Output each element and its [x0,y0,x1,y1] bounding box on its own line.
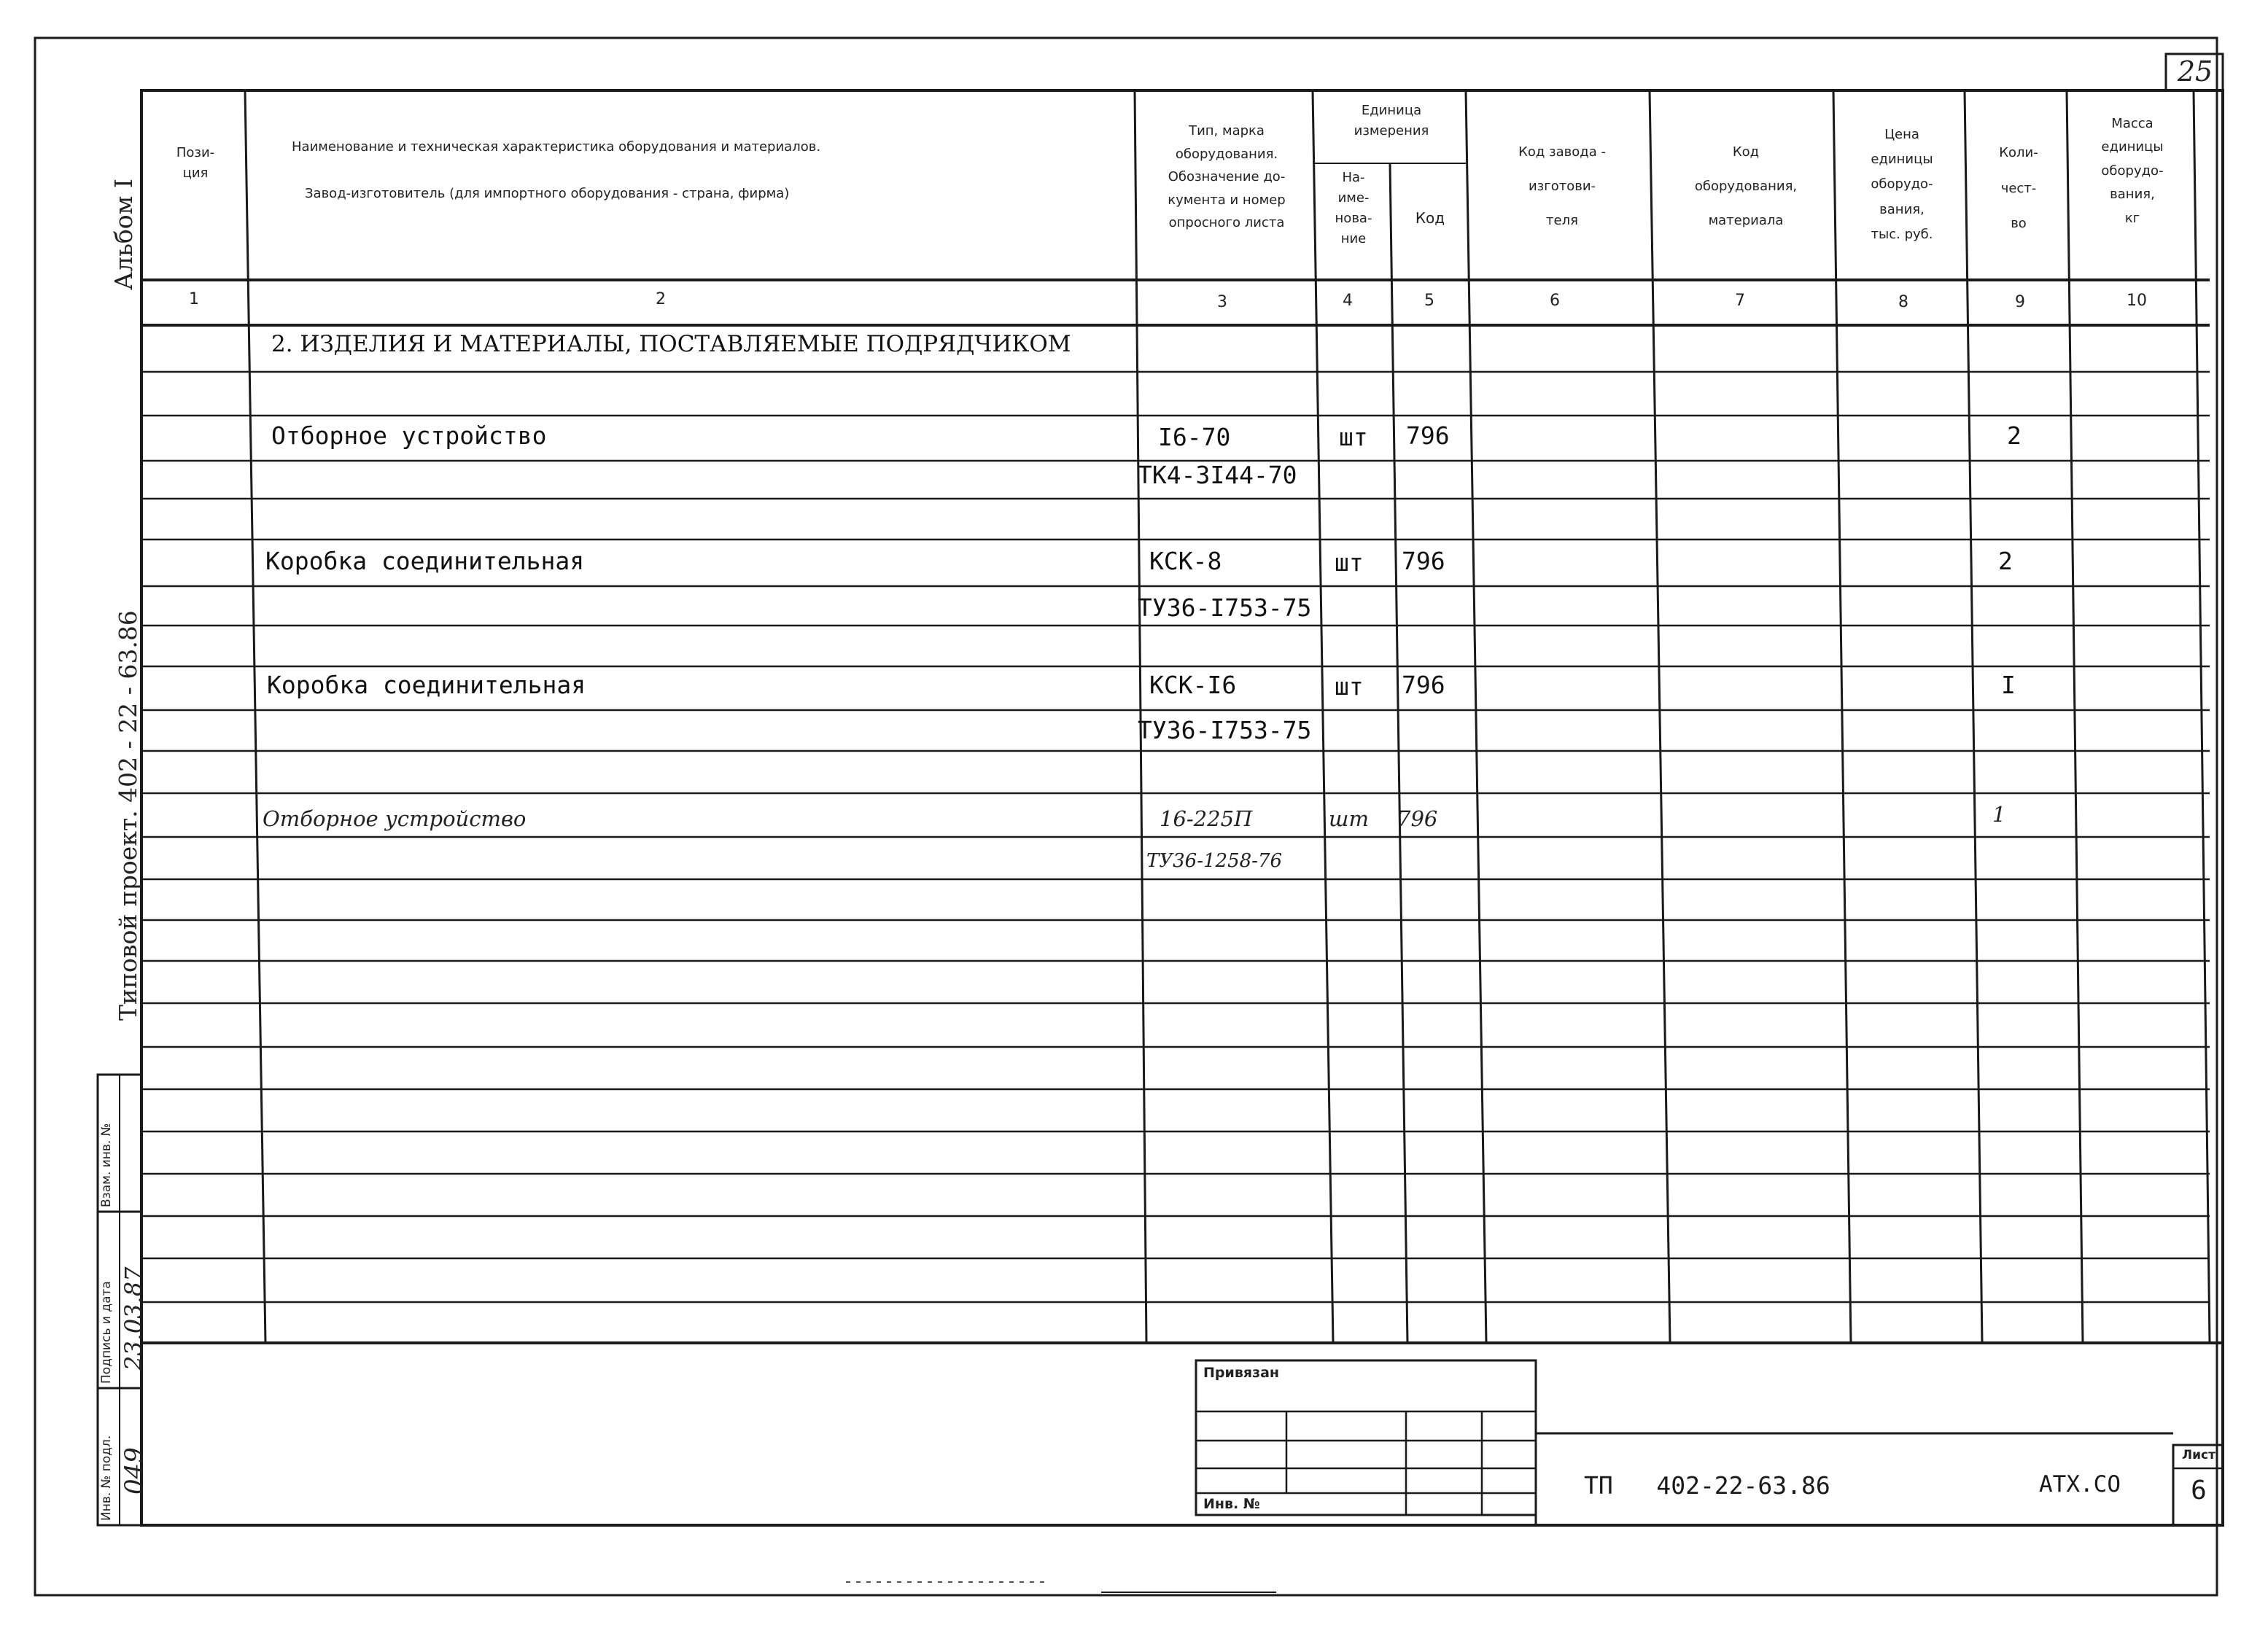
item-4-unit: шт [1329,806,1369,831]
item-1-doc: ТК4-3I44-70 [1138,461,1297,489]
header-name-line2: Завод-изготовитель (для импортного оборудования - страна, фирма) [305,186,790,201]
item-3-name: Коробка соединительная [267,671,586,699]
header-equipment-code: Код оборудования, материала [1694,144,1798,228]
stamp-mark: АТХ.СО [2039,1471,2121,1497]
column-number-3: 3 [1217,293,1227,311]
header-mass: Масса единицы оборудо- вания, кг [2101,116,2164,226]
stamp-document-code: ТП 402-22-63.86 [1584,1471,1830,1500]
column-number-4: 4 [1343,292,1353,310]
item-1-name: Отборное устройство [271,421,547,450]
stamp-inv-no-label: Инв. № [1203,1496,1260,1512]
item-1-code: 796 [1406,421,1450,450]
item-2-doc: ТУ36-I753-75 [1138,593,1312,622]
column-number-2: 2 [656,290,666,308]
stamp-sheet-value: 6 [2191,1476,2207,1505]
stamp-inv-podl-value: 049 [120,1447,149,1495]
item-3-code: 796 [1402,671,1445,699]
item-4-code: 796 [1397,806,1438,831]
stamp-sign-date-value: 23.03.87 [120,1266,147,1371]
column-number-8: 8 [1898,293,1908,311]
header-position: Пози- ция [176,145,215,181]
item-2-name: Коробка соединительная [265,547,585,575]
column-number-6: 6 [1550,292,1560,310]
column-number-9: 9 [2015,293,2025,311]
stamp-vzam-label: Взам. инв. № [99,1123,114,1207]
item-2-unit: шт [1335,548,1364,577]
header-factory-code: Код завода - изготови- теля [1518,144,1606,228]
item-4-doc: ТУ36-1258-76 [1146,850,1283,872]
stamp-sheet-label: Лист [2182,1448,2215,1462]
stamp-privyazan-label: Привязан [1203,1365,1280,1381]
stamp-sign-date-label: Подпись и дата [99,1281,114,1384]
stamp-inv-podl-label: Инв. № подл. [99,1435,114,1521]
header-unit-code: Код [1415,209,1445,227]
item-3-type: КСК-I6 [1149,671,1237,699]
item-3-qty: I [2001,671,2016,699]
item-2-qty: 2 [1998,547,2013,575]
item-1-qty: 2 [2007,421,2022,450]
header-type: Тип, марка оборудования. Обозначение до- кумента и номер опросного листа [1168,123,1286,230]
corner-sheet-number: 25 [2177,55,2213,87]
item-2-code: 796 [1402,547,1445,575]
side-project-label: Типовой проект. 402 - 22 - 63.86 [114,610,142,1021]
header-unit-name: На- име- нова- ние [1335,170,1372,246]
header-name-line1: Наименование и техническая характеристика оборудования и материалов. [292,139,821,155]
column-number-5: 5 [1424,292,1434,310]
section-title: 2. ИЗДЕЛИЯ И МАТЕРИАЛЫ, ПОСТАВЛЯЕМЫЕ ПОДРЯДЧИКОМ [271,331,1071,357]
header-price: Цена единицы оборудо- вания, тыс. руб. [1871,127,1933,242]
item-3-doc: ТУ36-I753-75 [1138,716,1312,744]
item-1-type: I6-70 [1158,423,1231,451]
item-4-name: Отборное устройство [263,806,527,831]
item-4-type: 16-225П [1160,806,1253,831]
item-2-type: КСК-8 [1149,547,1222,575]
item-3-unit: шт [1335,672,1364,701]
column-number-7: 7 [1735,292,1745,310]
header-unit: Единица измерения [1354,103,1429,139]
column-number-10: 10 [2127,292,2147,310]
item-4-qty: 1 [1992,802,2006,827]
column-number-1: 1 [189,290,199,308]
header-quantity: Коли- чест- во [1999,145,2038,232]
side-album-label: Альбом I [109,179,138,290]
item-1-unit: шт [1339,423,1368,451]
